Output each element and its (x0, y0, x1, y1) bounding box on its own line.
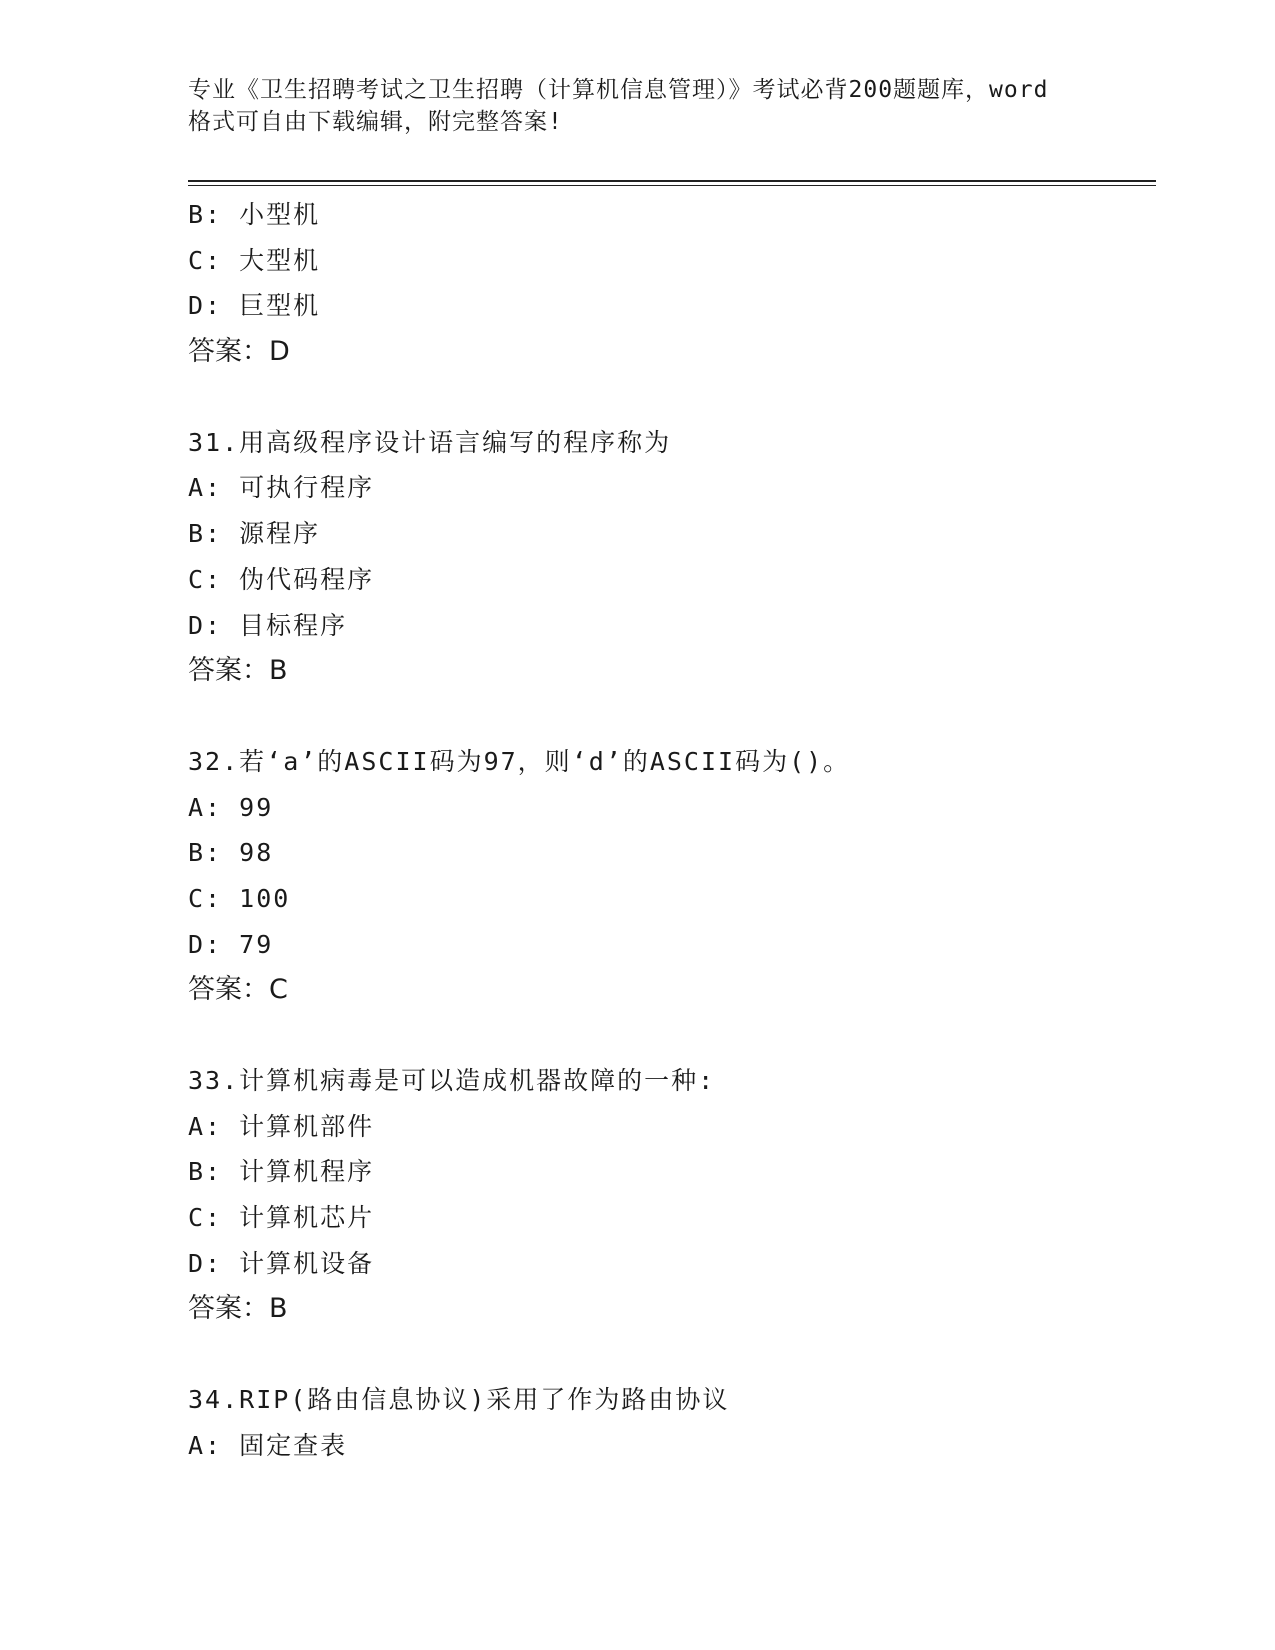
option-c: C: 大型机 (188, 245, 321, 275)
question-text: 34.RIP(路由信息协议)采用了作为路由协议 (188, 1385, 730, 1415)
question-33 (188, 1058, 1148, 1332)
option-b: B: 小型机 (188, 200, 321, 229)
header-rule-thin (188, 185, 1156, 186)
question-30-tail (188, 192, 1148, 375)
option-b: B: 98 (188, 838, 274, 868)
answer-line: 答案：C (188, 974, 288, 1006)
option-c: C: 计算机芯片 (188, 1203, 375, 1233)
option-a: A: 可执行程序 (188, 473, 375, 503)
option-d: D: 巨型机 (188, 291, 321, 321)
option-b: B: 源程序 (188, 519, 321, 549)
header-line-2: 格式可自由下载编辑，附完整答案! (188, 109, 563, 135)
question-text: 31.用高级程序设计语言编写的程序称为 (188, 427, 672, 457)
option-c: C: 伪代码程序 (188, 564, 375, 594)
question-32 (188, 739, 1148, 1013)
answer-line: 答案：B (188, 1293, 288, 1325)
question-list (188, 192, 1148, 1469)
option-d: D: 79 (188, 929, 274, 959)
option-a: A: 99 (188, 792, 274, 822)
header-rule-thick (188, 180, 1156, 182)
option-a: A: 固定查表 (188, 1430, 348, 1460)
option-c: C: 100 (188, 883, 291, 913)
document-header (188, 74, 1088, 138)
answer-line: 答案：D (188, 336, 290, 368)
option-d: D: 计算机设备 (188, 1248, 375, 1278)
question-31 (188, 420, 1148, 694)
question-text: 33.计算机病毒是可以造成机器故障的一种: (188, 1066, 716, 1095)
answer-line: 答案：B (188, 655, 288, 687)
option-b: B: 计算机程序 (188, 1157, 375, 1187)
header-line-1: 专业《卫生招聘考试之卫生招聘（计算机信息管理）》考试必背200题题库，word (188, 77, 1049, 103)
option-a: A: 计算机部件 (188, 1111, 375, 1141)
question-text: 32.若‘a’的ASCII码为97，则‘d’的ASCII码为()。 (188, 746, 851, 776)
option-d: D: 目标程序 (188, 610, 348, 640)
question-34 (188, 1377, 1148, 1468)
